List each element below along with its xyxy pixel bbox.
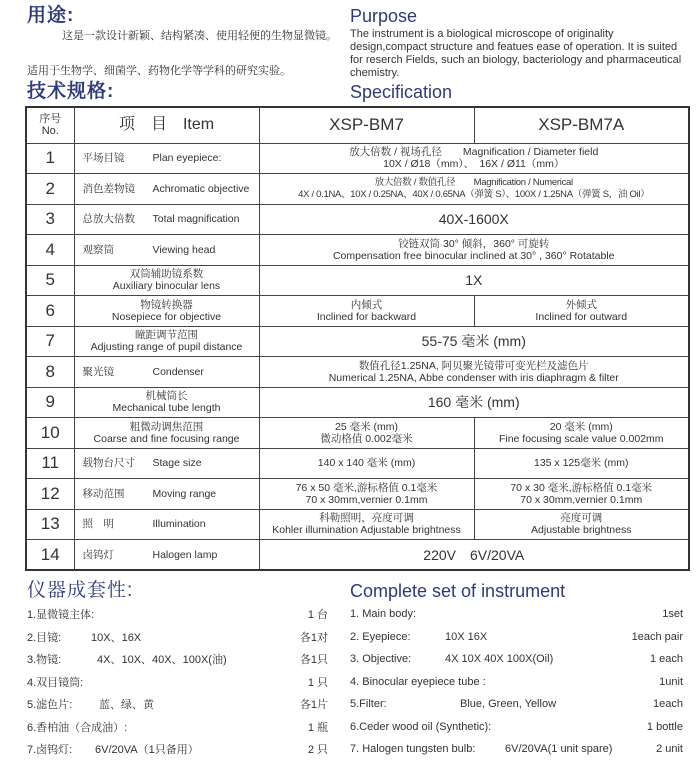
- header-no-cn: 序号: [39, 113, 62, 126]
- purpose-text-cn-1: 这是一款设计新颖、结构紧凑、使用轻便的生物显微镜。: [62, 30, 337, 42]
- value-cell-model-2: [474, 448, 689, 479]
- header-model-2: XSP-BM7A: [474, 107, 689, 143]
- line: 外倾式: [565, 298, 597, 311]
- set-section: [25, 579, 690, 761]
- line: Mechanical tube length: [112, 402, 221, 415]
- spec-title-cn: 技术规格:: [27, 81, 115, 102]
- set-item: [350, 671, 683, 694]
- item-en: Viewing head: [152, 243, 216, 256]
- set-item: [27, 738, 328, 761]
- set-item: [350, 626, 683, 649]
- line: 微动格值 0.002毫米: [320, 432, 413, 445]
- item-cell: [74, 387, 259, 418]
- value-cell-model-1: [259, 479, 474, 510]
- set-item-qty: 1 只: [307, 676, 328, 689]
- line: Inclined for backward: [316, 310, 417, 323]
- line: 70 x 30 毫米,游标格值 0.1毫米: [510, 481, 653, 494]
- line: 瞳距调节范围: [135, 329, 198, 342]
- item-cn: 载物台尺寸: [82, 457, 135, 470]
- table-row: [26, 509, 689, 540]
- set-item-qty: 1 台: [307, 609, 328, 622]
- table-row: [26, 265, 689, 296]
- value-cell-model-1: [259, 448, 474, 479]
- line: 70 x 30mm,vernier 0.1mm: [305, 493, 428, 506]
- set-item-name: 5.滤色片:: [27, 699, 73, 712]
- set-item-name: 7.卤钨灯:: [27, 744, 73, 757]
- value-cell: [259, 357, 689, 388]
- set-item-qty: 1 each: [649, 653, 683, 666]
- set-item-name: 1.显微镜主体:: [27, 609, 95, 622]
- row-number: 11: [26, 448, 74, 479]
- line: 物镜转换器: [140, 298, 193, 311]
- row-number: 5: [26, 265, 74, 296]
- row-number: 12: [26, 479, 74, 510]
- item-en: Plan eyepiece:: [152, 152, 222, 165]
- table-row: [26, 296, 689, 327]
- line: Adjustable brightness: [531, 524, 632, 537]
- set-item-name: 6.Ceder wood oil (Synthetic):: [350, 720, 492, 733]
- set-item: [27, 648, 328, 671]
- set-item-qty: 1set: [662, 608, 683, 621]
- line: 数值孔径1.25NA, 阿贝聚光镜带可变光栏及滤色片: [358, 359, 589, 372]
- header-no: [26, 107, 74, 143]
- item-en: Moving range: [152, 487, 217, 500]
- purpose-text-cn: [25, 28, 350, 80]
- line: 135 x 125毫米 (mm): [533, 457, 629, 470]
- line: Fine focusing scale value 0.002mm: [498, 432, 664, 445]
- set-item-qty: 1each: [653, 698, 683, 711]
- set-list-cn: [27, 603, 328, 761]
- item-cn: 卤钨灯: [82, 548, 114, 561]
- item-cell: [74, 540, 259, 571]
- value-cell: 1X: [259, 265, 689, 296]
- line: 4X / 0.1NA、10X / 0.25NA、40X / 0.65NA（弹簧 S）、100X / 1.25NA（弹簧 S，油 Oil）: [298, 188, 650, 200]
- header-item: 项 目 Item: [74, 107, 259, 143]
- item-en: Stage size: [152, 457, 202, 470]
- line: Compensation free binocular inclined at 30° , 360° Rotatable: [332, 249, 615, 262]
- set-item: [27, 671, 328, 694]
- item-cn: 总放大倍数: [82, 213, 135, 226]
- item-en: Condenser: [152, 365, 204, 378]
- item-cell: [74, 357, 259, 388]
- set-item: [350, 738, 683, 761]
- line: 25 毫米 (mm): [335, 420, 398, 433]
- row-number: 9: [26, 387, 74, 418]
- item-en: Halogen lamp: [152, 548, 218, 561]
- line: 70 x 30mm,vernier 0.1mm: [520, 493, 643, 506]
- set-item-qty: 各1只: [299, 654, 328, 667]
- line: 内倾式: [350, 298, 383, 311]
- row-number: 13: [26, 509, 74, 540]
- set-item-name: 3.物镜:: [27, 654, 62, 667]
- set-item: [350, 693, 683, 716]
- value-cell: 55-75 毫米 (mm): [259, 326, 689, 357]
- row-number: 3: [26, 204, 74, 235]
- line: Nosepiece for objective: [111, 310, 222, 323]
- value-cell-model-1: [259, 296, 474, 327]
- set-item: [27, 693, 328, 716]
- set-item-qty: 1each pair: [631, 630, 683, 643]
- item-cell: [74, 204, 259, 235]
- item-cn: 消色差物镜: [82, 182, 135, 195]
- line: Numerical 1.25NA, Abbe condenser with iris diaphragm & filter: [328, 371, 619, 384]
- set-item-detail: 6V/20VA(1 unit spare): [505, 743, 613, 756]
- item-cn: 照 明: [82, 518, 114, 531]
- set-item-qty: 各1对: [299, 631, 328, 644]
- line: Adjusting range of pupil distance: [90, 341, 243, 354]
- table-row: [26, 174, 689, 205]
- set-item-name: 4. Binocular eyepiece tube :: [350, 675, 486, 688]
- set-item: [350, 648, 683, 671]
- set-item: [350, 603, 683, 626]
- table-row: [26, 387, 689, 418]
- item-cell: [74, 296, 259, 327]
- value-cell: 160 毫米 (mm): [259, 387, 689, 418]
- item-cell: [74, 235, 259, 266]
- spec-table: [25, 106, 690, 571]
- item-cn: 聚光镜: [82, 365, 114, 378]
- line: Auxiliary binocular lens: [112, 280, 221, 293]
- set-item-name: 3. Objective:: [350, 653, 412, 666]
- spec-title-en: Specification: [350, 82, 453, 102]
- set-item: [350, 716, 683, 739]
- table-row: [26, 143, 689, 174]
- table-row: [26, 418, 689, 449]
- set-item-qty: 各1片: [299, 699, 328, 712]
- purpose-text-cn-2: 适用于生物学、细菌学、药物化学等学科的研究实验。: [27, 65, 291, 77]
- item-cell: [74, 479, 259, 510]
- value-cell-model-1: [259, 509, 474, 540]
- row-number: 10: [26, 418, 74, 449]
- set-item-detail: Blue, Green, Yellow: [460, 698, 557, 711]
- row-number: 2: [26, 174, 74, 205]
- set-list-en: [350, 603, 683, 761]
- line: 20 毫米 (mm): [549, 420, 613, 433]
- item-cn: 平场目镜: [82, 152, 125, 165]
- set-item-detail: 10X、16X: [91, 631, 142, 644]
- value-cell: 40X-1600X: [259, 204, 689, 235]
- item-en: Illumination: [152, 518, 206, 531]
- value-cell: [259, 174, 689, 205]
- value-cell: [259, 235, 689, 266]
- item-cell: [74, 174, 259, 205]
- line: 亮度可调: [560, 512, 603, 525]
- row-number: 6: [26, 296, 74, 327]
- purpose-title-cn: 用途:: [27, 5, 75, 26]
- header-model-1: XSP-BM7: [259, 107, 474, 143]
- set-item-name: 1. Main body:: [350, 608, 417, 621]
- set-item: [27, 603, 328, 626]
- value-cell-model-2: [474, 296, 689, 327]
- set-item-detail: 10X 16X: [445, 630, 488, 643]
- line: Coarse and fine focusing range: [93, 432, 240, 445]
- table-row: [26, 204, 689, 235]
- item-cn: 观察筒: [82, 243, 114, 256]
- row-number: 4: [26, 235, 74, 266]
- set-item-detail: 蓝、绿、黄: [99, 699, 154, 712]
- value-cell: [259, 143, 689, 174]
- item-cell: [74, 265, 259, 296]
- purpose-title-en: Purpose: [350, 6, 418, 26]
- item-cell: [74, 326, 259, 357]
- item-cell: [74, 418, 259, 449]
- item-cell: [74, 143, 259, 174]
- item-en: Total magnification: [152, 213, 240, 226]
- set-item-name: 2.目镜:: [27, 631, 62, 644]
- line: 机械筒长: [145, 390, 188, 403]
- set-item-qty: 2 只: [307, 744, 328, 757]
- set-item-name: 7. Halogen tungsten bulb:: [350, 743, 476, 756]
- line: Inclined for outward: [535, 310, 628, 323]
- set-item-name: 2. Eyepiece:: [350, 630, 411, 643]
- line: 140 x 140 毫米 (mm): [317, 457, 416, 470]
- item-en: Achromatic objective: [152, 182, 250, 195]
- table-row: [26, 448, 689, 479]
- row-number: 1: [26, 143, 74, 174]
- set-title-en: Complete set of instrument: [350, 581, 566, 601]
- set-item-detail: 6V/20VA（1只备用）: [95, 744, 199, 757]
- line: 科勒照明，亮度可调: [319, 512, 414, 525]
- set-title-cn: 仪器成套性:: [27, 580, 134, 601]
- item-cn: 移动范围: [82, 487, 125, 500]
- line: 铰链双筒 30° 倾斜，360° 可旋转: [398, 237, 550, 250]
- set-item-detail: 4X 10X 40X 100X(Oil): [445, 653, 554, 666]
- value-cell: 220V 6V/20VA: [259, 540, 689, 571]
- set-item-detail: 4X、10X、40X、100X(油): [97, 654, 227, 667]
- set-item-name: 5.Filter:: [350, 698, 387, 711]
- table-row: [26, 540, 689, 571]
- header-no-en: No.: [41, 125, 59, 138]
- value-cell-model-1: [259, 418, 474, 449]
- line: 粗微动调焦范围: [129, 420, 204, 433]
- set-item-name: 6.香柏油（合成油）:: [27, 721, 128, 734]
- value-cell-model-2: [474, 509, 689, 540]
- set-item-qty: 1 瓶: [307, 721, 328, 734]
- table-row: [26, 235, 689, 266]
- set-item-name: 4.双目镜筒:: [27, 676, 84, 689]
- value-cell-model-2: [474, 418, 689, 449]
- purpose-text-en: The instrument is a biological microscope of originality design,compact structure and featues ease of operation. It is suited for reserch Fields, such an biology, bacteriology and pharmaceutical chemistry.: [350, 28, 682, 79]
- set-item: [27, 626, 328, 649]
- intro-section: [25, 4, 690, 104]
- set-item: [27, 716, 328, 739]
- line: 双筒辅助镜系数: [129, 268, 204, 281]
- row-number: 8: [26, 357, 74, 388]
- line: 放大倍数 / 数值孔径 Magnification / Numerical: [374, 176, 573, 188]
- item-cell: [74, 509, 259, 540]
- line: 10X / Ø18（mm）、 16X / Ø11（mm）: [383, 158, 565, 171]
- set-item-qty: 1unit: [659, 675, 683, 688]
- value-cell-model-2: [474, 479, 689, 510]
- line: 76 x 50 毫米,游标格值 0.1毫米: [295, 481, 438, 494]
- item-cell: [74, 448, 259, 479]
- row-number: 7: [26, 326, 74, 357]
- table-row: [26, 357, 689, 388]
- set-item-qty: 2 unit: [656, 743, 683, 756]
- table-row: [26, 479, 689, 510]
- table-row: [26, 326, 689, 357]
- line: 放大倍数 / 视场孔径 Magnification / Diameter field: [349, 146, 599, 159]
- table-header: [26, 107, 689, 143]
- set-item-qty: 1 bottle: [646, 720, 683, 733]
- row-number: 14: [26, 540, 74, 571]
- line: Kohler illumination Adjustable brightness: [272, 524, 461, 537]
